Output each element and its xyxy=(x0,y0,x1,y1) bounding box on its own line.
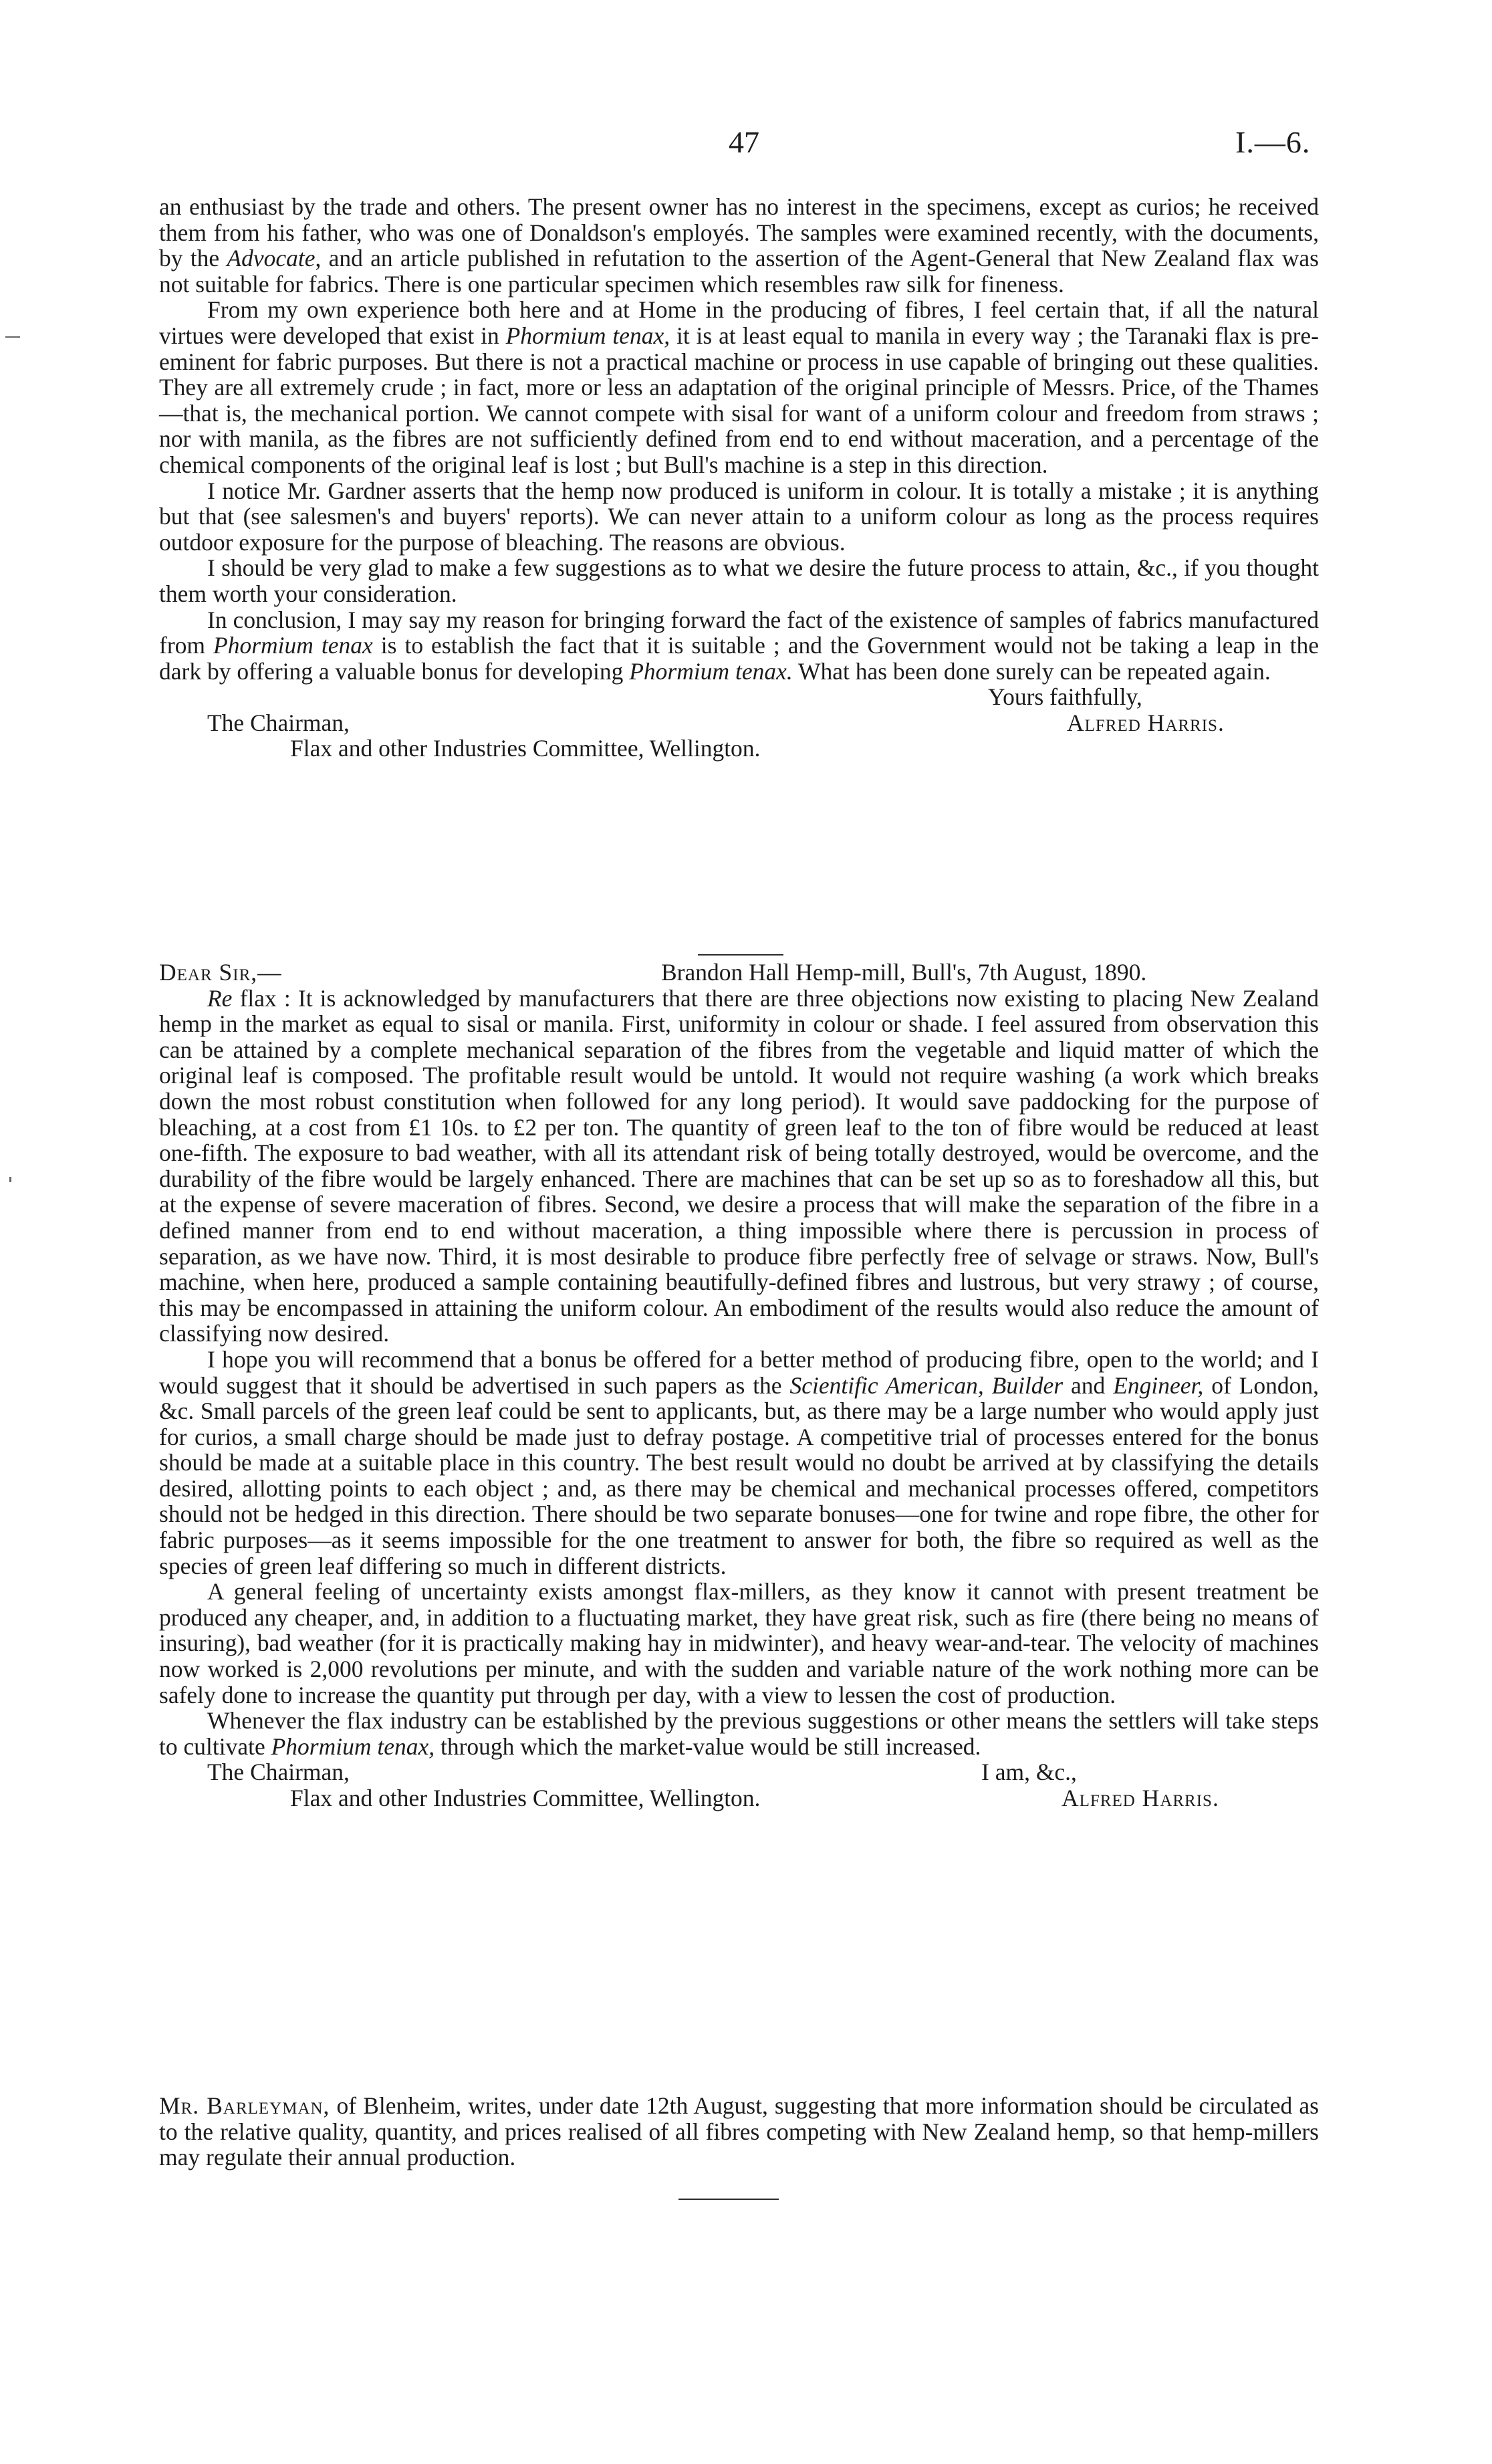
signature: Alfred Harris. xyxy=(1067,709,1225,736)
salutation: Dear Sir,— xyxy=(159,959,282,986)
salutation-row xyxy=(159,960,1319,986)
committee: Flax and other Industries Committee, Wellington. xyxy=(290,1785,761,1811)
letter-two-paragraph: Whenever the flax industry can be established by the previous suggestions or other means the settlers will take steps to cultivate Phormium tenax, through which the market-value would be still increased. xyxy=(159,1707,1319,1760)
closing: Yours faithfully, xyxy=(988,683,1142,711)
closing: I am, &c., xyxy=(981,1759,1077,1786)
letter-one-paragraph: I should be very glad to make a few suggestions as to what we desire the future process to attain, &c., if you thought them worth your consideration. xyxy=(159,554,1319,607)
letter-one xyxy=(159,194,1319,762)
page-number: 47 xyxy=(729,125,759,159)
letter-one-paragraph: From my own experience both here and at Home in the producing of fibres, I feel certain that, if all the natural virtues were developed that exist in Phormium tenax, it is at least equal to manila in every way ; the Taranaki flax is pre-eminent for fabric purposes. But there is not a practical machine or process in use capable of bringing out these qualities. They are all extremely crude ; in fact, more or less an adaptation of the original principle of Messrs. Price, of the Thames—that is, the mechanical portion. We cannot compete with sisal for want of a uniform colour and freedom from straws ; nor with manila, as the fibres are not sufficiently defined from end to end without maceration, and a percentage of the chemical components of the original leaf is lost ; but Bull's machine is a step in this direction. xyxy=(159,296,1319,478)
addressee: The Chairman, xyxy=(207,709,350,736)
committee: Flax and other Industries Committee, Wellington. xyxy=(290,735,761,762)
note-section xyxy=(159,2093,1319,2170)
letter-one-paragraph: an enthusiast by the trade and others. The present owner has no interest in the specimens, except as curios; he received them from his father, who was one of Donaldson's employés. The samples were examined recently, with the documents, by the Advocate, and an article published in refutation to the assertion of the Agent-General that New Zealand flax was not suitable for fabrics. There is one particular specimen which resembles raw silk for fineness. xyxy=(159,193,1319,298)
margin-mark xyxy=(5,336,20,338)
committee-row xyxy=(159,736,1319,762)
committee-row xyxy=(159,1785,1319,1811)
letter-two-paragraph: I hope you will recommend that a bonus be offered for a better method of producing fibre, open to the world; and I would suggest that it should be advertised in such papers as the Scientific American, Builder and Engineer, of London, &c. Small parcels of the green leaf could be sent to applicants, but, as there may be a large number who would apply just for curios, a small charge should be made just to defray postage. A competitive trial of processes entered for the bonus should be made at a suitable place in this country. The best result would no doubt be arrived at by classifying the details desired, allotting points to each object ; and, as there may be chemical and mechanical processes offered, competitors should not be hedged in this direction. There should be two separate bonuses—one for twine and rope fibre, the other for fabric purposes—as it seems impossible for the one treatment to answer for both, the fibre so required as well as the species of green leaf differing so much in different districts. xyxy=(159,1345,1319,1579)
signature: Alfred Harris. xyxy=(1062,1785,1219,1811)
document-code: I.—6. xyxy=(1235,125,1311,159)
addressee-row xyxy=(159,710,1319,736)
note-paragraph: Mr. Barleyman, of Blenheim, writes, under date 12th August, suggesting that more information should be circulated as to the relative quality, quantity, and prices realised of all fibres competing with New Zealand hemp, so that hemp-millers may regulate their annual production. xyxy=(159,2092,1319,2171)
letter-one-paragraph: I notice Mr. Gardner asserts that the hemp now produced is uniform in colour. It is totally a mistake ; it is anything but that (see salesmen's and buyers' reports). We can never attain to a uniform colour as long as the process requires outdoor exposure for the purpose of bleaching. The reasons are obvious. xyxy=(159,477,1319,556)
addressee: The Chairman, xyxy=(207,1759,350,1786)
closing-row xyxy=(159,684,1319,710)
letter-two-paragraph: A general feeling of uncertainty exists amongst flax-millers, as they know it cannot with present treatment be produced any cheaper, and, in addition to a fluctuating market, they have great risk, such as fire (there being no means of insuring), bad weather (for it is practically making hay in midwinter), and heavy wear-and-tear. The velocity of machines now worked is 2,000 revolutions per minute, and with the sudden and variable nature of the work nothing more can be safely done to increase the quantity put through per day, with a view to lessen the cost of production. xyxy=(159,1578,1319,1708)
section-divider xyxy=(678,2199,779,2200)
section-divider xyxy=(698,954,783,956)
letter-one-paragraph: In conclusion, I may say my reason for bringing forward the fact of the existence of samples of fabrics manufactured from Phormium tenax is to establish the fact that it is suitable ; and the Government would not be taking a leap in the dark by offering a valuable bonus for developing Phormium tenax. What has been done surely can be repeated again. xyxy=(159,606,1319,685)
letter-two xyxy=(159,960,1319,1811)
addressee-row xyxy=(159,1759,1319,1785)
letter-two-paragraph: Re flax : It is acknowledged by manufacturers that there are three objections now existing to placing New Zealand hemp in the market as equal to sisal or manila. First, uniformity in colour or shade. I feel assured from observation this can be attained by a complete mechanical separation of the fibres from the vegetable and liquid matter of which the original leaf is composed. The profitable result would be untold. It would not require washing (a work which breaks down the most robust constitution when followed for any long period). It would save paddocking for the purpose of bleaching, at a cost from £1 10s. to £2 per ton. The quantity of green leaf to the ton of fibre would be reduced at least one-fifth. The exposure to bad weather, with all its attendant risk of being totally destroyed, would be overcome, and the durability of the fibre would be largely enhanced. There are machines that can be set up so as to foreshadow all this, but at the expense of severe maceration of fibres. Second, we desire a process that will make the separation of the fibre in a defined manner from end to end without maceration, a thing impossible where there is percussion in process of separation, as we have now. Third, it is most desirable to produce fibre perfectly free of selvage or straws. Now, Bull's machine, when here, produced a sample containing beautifully-defined fibres and lustrous, but very strawy ; of course, this may be encompassed in attaining the uniform colour. An embodiment of the results would also reduce the amount of classifying now desired. xyxy=(159,984,1319,1347)
margin-mark xyxy=(9,1177,11,1182)
address-date: Brandon Hall Hemp-mill, Bull's, 7th August, 1890. xyxy=(661,959,1147,986)
